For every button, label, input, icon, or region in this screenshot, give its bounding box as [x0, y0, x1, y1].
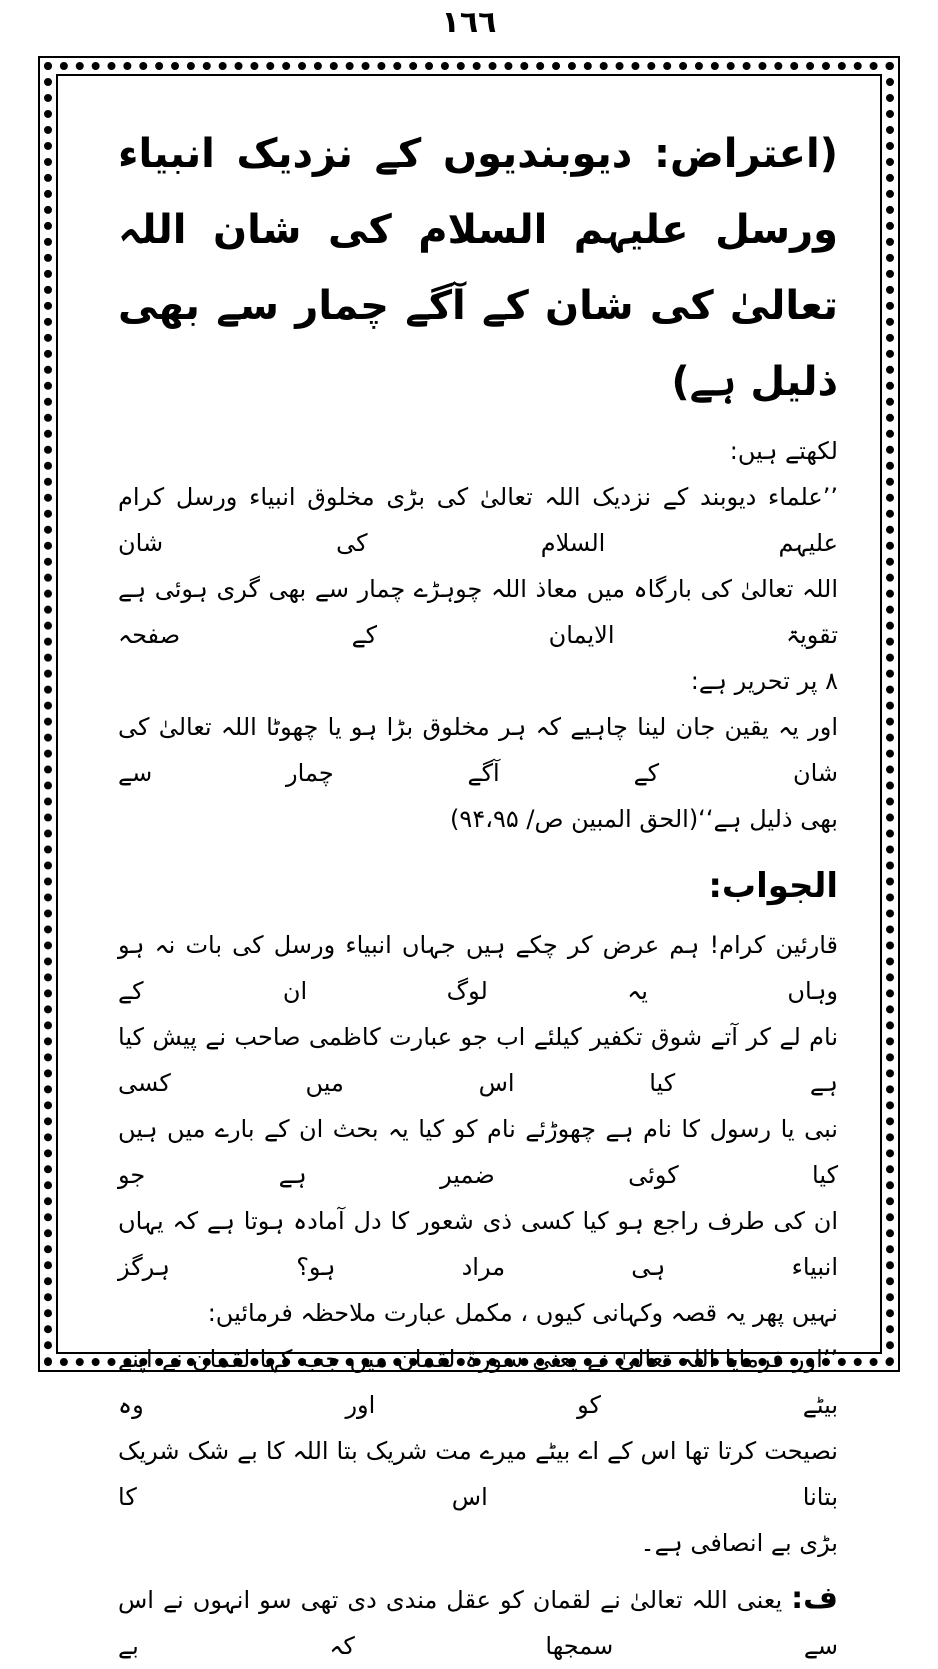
quote2-line: بڑی بے انصافی ہے۔ [640, 1529, 838, 1557]
quote-line: اللہ تعالیٰ کی بارگاہ میں معاذ اللہ چوہڑے چمار سے بھی گری ہوئی ہے تقویۃ الایمان کے صفحہ [118, 575, 838, 649]
quote2-line: ’’اور فرمایا اللہ تعالیٰ نے یعنی سورۃ لقمان میں جب کہا لقمان نے اپنے بیٹے کو اور وہ [118, 1345, 838, 1419]
answer-line: نام لے کر آتے شوق تکفیر کیلئے اب جو عبارت کاظمی صاحب نے پیش کیا ہے کیا اس میں کسی [118, 1023, 838, 1097]
answer-heading: الجواب: [708, 866, 838, 906]
answer-line: نبی یا رسول کا نام ہے چھوڑئے نام کو کیا یہ بحث ان کے بارے میں ہیں کیا کوئی ضمیر ہے جو [118, 1115, 838, 1189]
quote-line: ۸ پر تحریر ہے: [690, 667, 838, 695]
section-heading: (اعتراض: دیوبندیوں کے نزدیک انبیاء ورسل علیہم السلام کی شان اللہ تعالیٰ کی شان کے آگے چمار سے بھی ذلیل ہے) [118, 131, 838, 405]
answer-line: ان کی طرف راجع ہو کیا کسی ذی شعور کا دل آمادہ ہوتا ہے کہ یہاں انبیاء ہی مراد ہو؟ ہرگز [118, 1207, 838, 1281]
page-frame [56, 74, 882, 1660]
page-number: ١٦٦ [441, 5, 497, 40]
ornamental-page-border [38, 56, 900, 1660]
quote2-line: نصیحت کرتا تھا اس کے اے بیٹے میرے مت شریک بتا اللہ کا بے شک شریک بتانا اس کا [118, 1437, 838, 1511]
intro-label: لکھتے ہیں: [729, 437, 838, 465]
final-line [118, 1576, 838, 1669]
answer-line: نہیں پھر یہ قصہ وکہانی کیوں ، مکمل عبارت ملاحظہ فرمائیں: [207, 1299, 838, 1327]
answer-line: قارئین کرام! ہم عرض کر چکے ہیں جہاں انبیاء ورسل کی بات نہ ہو وہاں یہ لوگ ان کے [118, 931, 838, 1005]
quote-line: بھی ذلیل ہے‘‘(الحق المبین ص/ ۹۴،۹۵) [450, 805, 838, 833]
final-text: یعنی اللہ تعالیٰ نے لقمان کو عقل مندی دی تھی سو انہوں نے اس سے سمجھا کہ بے [118, 1586, 838, 1660]
chain-border [44, 62, 894, 1660]
quote-line: اور یہ یقین جان لینا چاہیے کہ ہر مخلوق بڑا ہو یا چھوٹا اللہ تعالیٰ کی شان کے آگے چمار سے [118, 713, 838, 787]
quote-line: ’’علماء دیوبند کے نزدیک اللہ تعالیٰ کی بڑی مخلوق انبیاء ورسل کرام علیہم السلام کی شان [118, 483, 838, 557]
fa-mark: ف: [791, 1581, 838, 1616]
page-content [118, 116, 838, 1669]
